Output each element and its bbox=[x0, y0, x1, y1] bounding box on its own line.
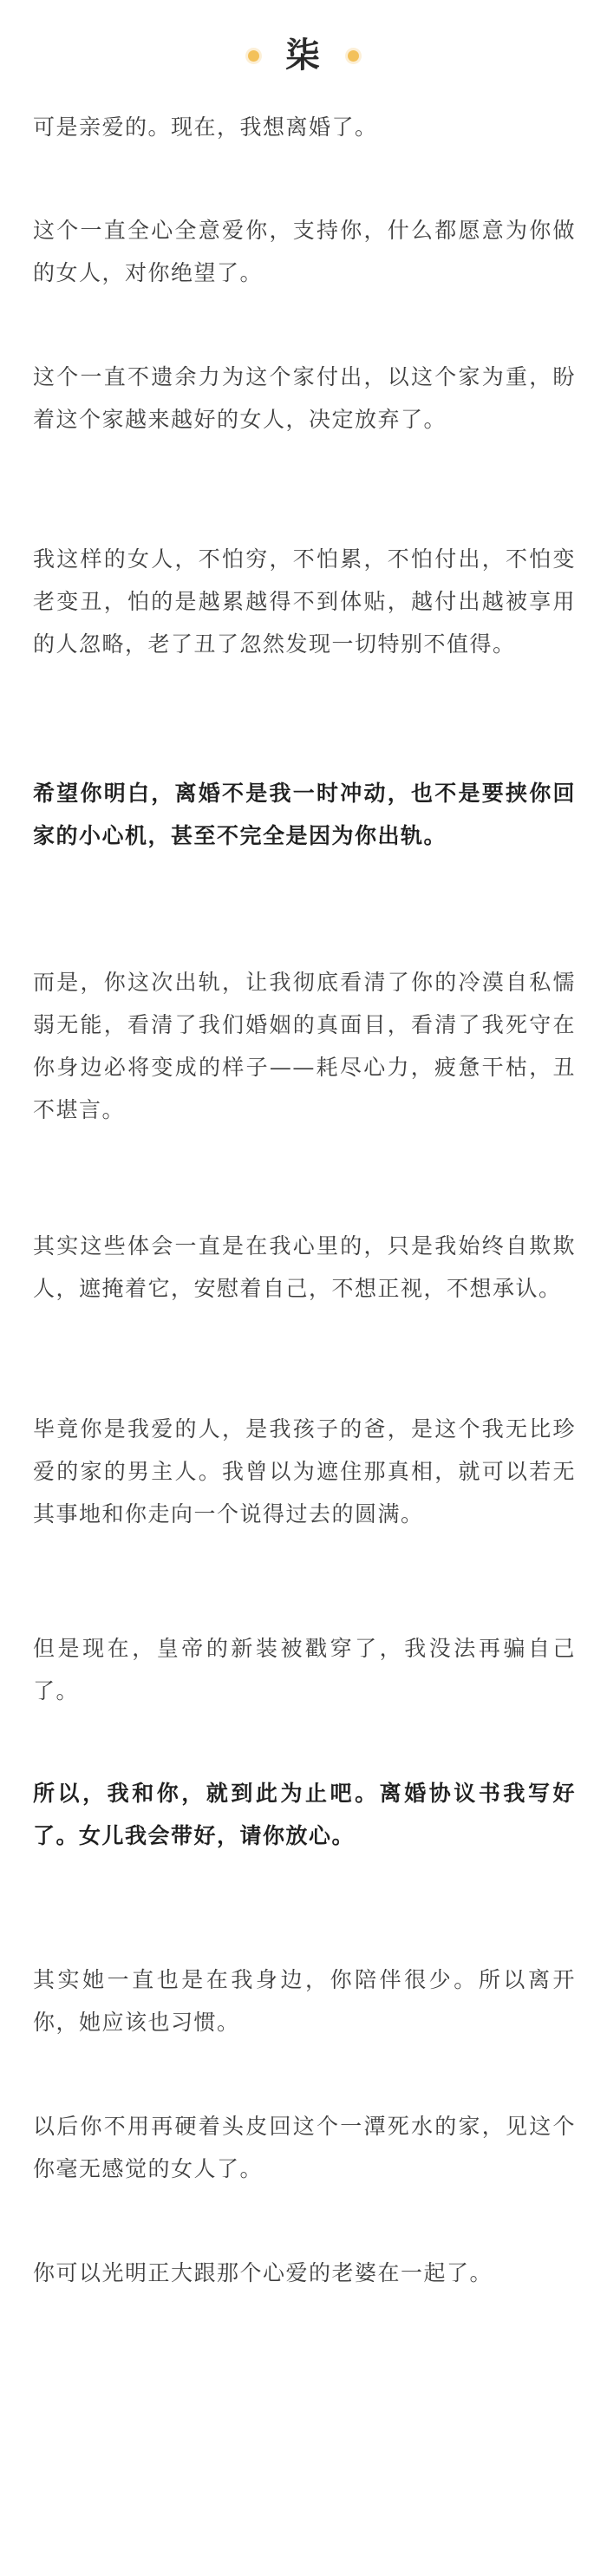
paragraph-8: 毕竟你是我爱的人，是我孩子的爸，是这个我无比珍爱的家的男主人。我曾以为遮住那真相，就可以若无其事地和你走向一个说得过去的圆满。 bbox=[33, 1416, 576, 1527]
paragraph-4: 我这样的女人，不怕穷，不怕累，不怕付出，不怕变老变丑，怕的是越累越得不到体贴，越付出越被享用的人忽略，老了丑了忽然发现一切特别不值得。 bbox=[33, 546, 576, 657]
left-dot-icon bbox=[248, 50, 259, 62]
paragraph-12: 以后你不用再硬着头皮回这个一潭死水的家，见这个你毫无感觉的女人了。 bbox=[33, 2114, 576, 2181]
right-dot-icon bbox=[348, 50, 359, 62]
paragraph-7: 其实这些体会一直是在我心里的，只是我始终自欺欺人，遮掩着它，安慰着自己，不想正视，不想承认。 bbox=[33, 1233, 576, 1301]
paragraph-10: 所以，我和你，就到此为止吧。离婚协议书我写好了。女儿我会带好，请你放心。 bbox=[33, 1781, 576, 1848]
paragraph-6: 而是，你这次出轨，让我彻底看清了你的冷漠自私懦弱无能，看清了我们婚姻的真面目，看清了我死守在你身边必将变成的样子——耗尽心力，疲惫干枯，丑不堪言。 bbox=[33, 970, 576, 1122]
paragraph-2: 这个一直全心全意爱你，支持你，什么都愿意为你做的女人，对你绝望了。 bbox=[33, 218, 576, 285]
chapter-header bbox=[0, 31, 607, 80]
paragraph-5: 希望你明白，离婚不是我一时冲动，也不是要挟你回家的小心机，甚至不完全是因为你出轨。 bbox=[33, 781, 576, 848]
paragraph-3: 这个一直不遗余力为这个家付出，以这个家为重，盼着这个家越来越好的女人，决定放弃了。 bbox=[33, 364, 576, 432]
paragraph-1: 可是亲爱的。现在，我想离婚了。 bbox=[33, 114, 378, 140]
paragraph-9: 但是现在，皇帝的新装被戳穿了，我没法再骗自己了。 bbox=[33, 1636, 576, 1703]
paragraph-11: 其实她一直也是在我身边，你陪伴很少。所以离开你，她应该也习惯。 bbox=[33, 1967, 576, 2035]
chapter-title: 柒 bbox=[285, 35, 322, 75]
paragraph-13: 你可以光明正大跟那个心爱的老婆在一起了。 bbox=[33, 2260, 493, 2285]
